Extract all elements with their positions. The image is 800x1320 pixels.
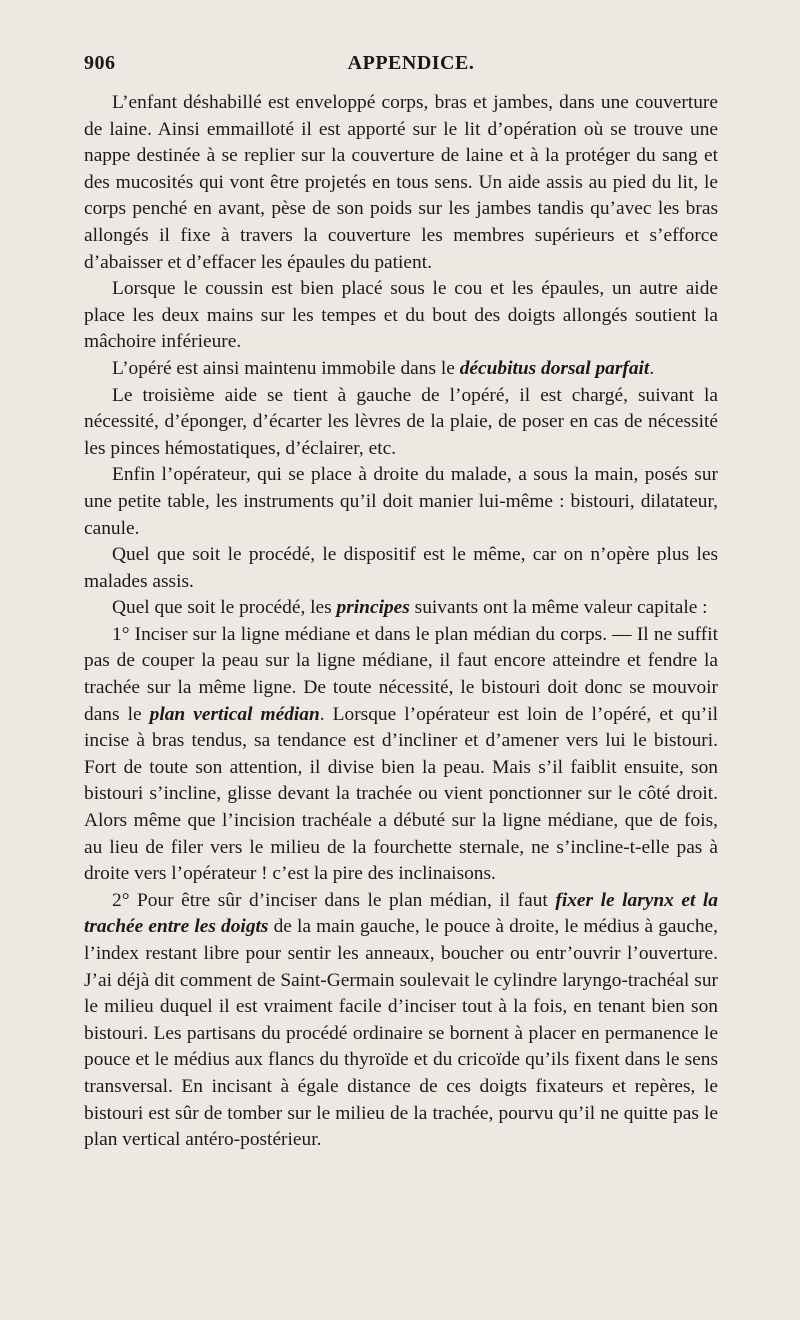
paragraph [84, 276, 718, 356]
running-title: APPENDICE. [347, 52, 475, 74]
paragraph [84, 356, 718, 383]
italic-phrase: fixer le larynx et la trachée entre les doigts [84, 889, 719, 938]
text-run: Quel que soit le procédé, les [112, 597, 337, 619]
paragraph [84, 90, 718, 276]
italic-phrase: plan vertical médian [149, 703, 320, 725]
text-run: 1° Inciser sur la ligne médiane et dans le plan médian du corps. — Il ne suffit pas de couper la peau sur la ligne médiane, il faut encore atteindre et fendre la trachée sur la même ligne. De toute nécessité, le bistouri doit donc se mouvoir dans le [84, 623, 718, 725]
text-run: . Lorsque l’opérateur est loin de l’opéré, et qu’il incise à bras tendus, sa tendance est d’incliner et d’amener vers lui le bistouri. Fort de toute son attention, il divise bien la peau. Mais s’il faiblit ensuite, son bistouri s’incline, glisse devant la trachée ou vient ponctionner sur le côté droit. Alors même que l’incision trachéale a débuté sur la ligne médiane, que de fois, au lieu de filer vers le milieu de la fourchette sternale, ne s’incline-t-elle pas à droite vers l’opérateur ! c’est la pire des inclinaisons. [84, 703, 718, 885]
paragraph [84, 542, 718, 595]
text-run: . [649, 357, 655, 379]
text-run: suivants ont la même valeur capitale : [409, 597, 708, 619]
text-run: L’enfant déshabillé est enveloppé corps, bras et jambes, dans une couverture de laine. Ainsi emmailloté il est apporté sur le lit d’opération où se trouve une nappe destinée à se replier sur la couverture de laine et à la protéger du sang et des mucosités qui vont être projetés en tous sens. Un aide assis au pied du lit, le corps penché en avant, pèse de son poids sur les jambes tandis qu’avec les bras allongés il fixe à travers la couverture les membres supérieurs et s’efforce d’abaisser et d’effacer les épaules du patient. [84, 92, 718, 273]
paragraph [84, 462, 718, 542]
text-run: 2° Pour être sûr d’inciser dans le plan médian, il faut [112, 889, 556, 911]
text-run: L’opéré est ainsi maintenu immobile dans le [112, 357, 460, 379]
paragraph [84, 595, 718, 622]
page-number: 906 [84, 52, 116, 74]
text-run: Enfin l’opérateur, qui se place à droite du malade, a sous la main, posés sur une petite table, les instruments qu’il doit manier lui-même : bistouri, dilatateur, canule. [84, 464, 718, 539]
text-run: Quel que soit le procédé, le dispositif est le même, car on n’opère plus les malades assis. [84, 544, 718, 592]
text-run: de la main gauche, le pouce à droite, le médius à gauche, l’index restant libre pour sentir les anneaux, boucher ou entr’ouvrir l’ouverture. J’ai déjà dit comment de Saint-Germain soulevait le cylindre laryngo-trachéal sur le milieu duquel il est vraiment facile d’inciser tout à la fois, en tenant bien son bistouri. Les partisans du procédé ordinaire se bornent à placer en permanence le pouce et le médius aux flancs du thyroïde et du cricoïde qu’ils fixent dans le sens transversal. En incisant à égale distance de ces doigts fixateurs et repères, le bistouri est sûr de tomber sur le milieu de la trachée, pourvu qu’il ne quitte pas le plan vertical antéro-postérieur. [84, 916, 718, 1151]
body-text [84, 90, 718, 1154]
paragraph [84, 383, 718, 463]
text-run: Lorsque le coussin est bien placé sous le cou et les épaules, un autre aide place les deux mains sur les tempes et du bout des doigts allongés soutient la mâchoire inférieure. [84, 278, 718, 353]
paragraph [84, 622, 718, 888]
text-run: Le troisième aide se tient à gauche de l’opéré, il est chargé, suivant la nécessité, d’éponger, d’écarter les lèvres de la plaie, de poser en cas de nécessité les pinces hémostatiques, d’éclairer, etc. [84, 384, 718, 459]
running-head [84, 52, 718, 82]
italic-phrase: décubitus dorsal parfait [459, 357, 650, 379]
paragraph [84, 888, 718, 1154]
italic-phrase: principes [336, 597, 410, 619]
